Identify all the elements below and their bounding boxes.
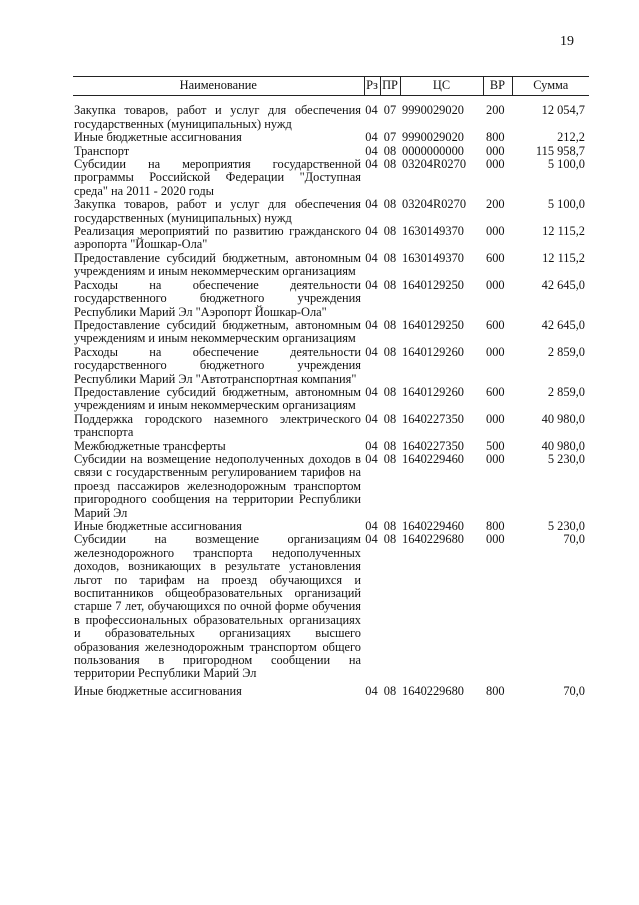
header-sum: Сумма: [512, 77, 589, 96]
row-sum: 40 980,0: [541, 411, 585, 426]
row-rz: 04: [365, 250, 378, 265]
row-vr: 800: [486, 130, 505, 145]
row-cs: 0000000000: [402, 143, 464, 158]
table-row: [73, 145, 589, 158]
page-number: 19: [560, 34, 574, 49]
table-row: [73, 346, 589, 386]
row-name: Закупка товаров, работ и услуг для обеспечения государственных (муниципальных) нужд: [74, 103, 361, 131]
table-row: [73, 131, 589, 144]
row-sum: 2 859,0: [547, 384, 585, 399]
table-body: [73, 96, 589, 698]
row-sum: 2 859,0: [547, 344, 585, 359]
row-vr: 000: [486, 143, 505, 158]
row-pr: 08: [383, 197, 397, 212]
row-sum: 40 980,0: [541, 438, 585, 453]
table-row: [73, 453, 589, 520]
table-row: [73, 279, 589, 319]
row-pr: 08: [383, 317, 397, 332]
row-vr: 000: [486, 411, 505, 426]
row-sum: 42 645,0: [541, 317, 585, 332]
row-vr: 000: [486, 532, 505, 547]
row-rz: 04: [365, 224, 378, 239]
row-name: Иные бюджетные ассигнования: [74, 519, 242, 533]
row-name: Транспорт: [74, 143, 130, 158]
header-name: Наименование: [73, 77, 364, 96]
row-pr: 08: [383, 250, 397, 265]
row-vr: 200: [486, 103, 505, 118]
table-row: [73, 319, 589, 346]
table-header: [73, 77, 589, 96]
row-vr: 600: [486, 317, 505, 332]
row-pr: 08: [383, 143, 397, 158]
table-row: [73, 96, 589, 131]
row-sum: 5 230,0: [547, 519, 585, 533]
row-vr: 000: [486, 224, 505, 239]
row-pr: 08: [383, 519, 397, 533]
row-cs: 03204R0270: [402, 197, 467, 212]
row-cs: 9990029020: [402, 130, 464, 145]
table-row: [73, 440, 589, 453]
row-sum: 5 100,0: [547, 157, 585, 172]
row-rz: 04: [365, 130, 378, 145]
table-row: [73, 158, 589, 198]
row-pr: 08: [383, 438, 397, 453]
row-pr: 08: [383, 224, 397, 239]
row-cs: 1640129260: [402, 344, 464, 359]
row-rz: 04: [365, 519, 378, 533]
row-pr: 08: [383, 157, 397, 172]
row-sum: 115 958,7: [535, 143, 585, 158]
row-name: Расходы на обеспечение деятельности государственного бюджетного учреждения Республики Марий Эл "Аэропорт Йошкар-Ола": [74, 277, 361, 319]
row-sum: 5 230,0: [547, 451, 585, 466]
row-pr: 08: [383, 532, 397, 547]
row-name: Иные бюджетные ассигнования: [74, 683, 242, 698]
row-rz: 04: [365, 411, 378, 426]
row-cs: 1640129250: [402, 317, 464, 332]
row-pr: 08: [383, 277, 397, 292]
header-pr: ПР: [380, 77, 400, 96]
row-name: Закупка товаров, работ и услуг для обеспечения государственных (муниципальных) нужд: [74, 197, 361, 225]
table-row: [73, 520, 589, 533]
row-name: Расходы на обеспечение деятельности государственного бюджетного учреждения Республики Марий Эл "Автотранспортная компания": [74, 344, 361, 386]
row-vr: 600: [486, 250, 505, 265]
row-pr: 08: [383, 683, 397, 698]
row-rz: 04: [365, 532, 378, 547]
row-sum: 212,2: [557, 130, 585, 145]
row-pr: 08: [383, 344, 397, 359]
row-vr: 000: [486, 157, 505, 172]
header-rz: Рз: [364, 77, 380, 96]
row-cs: 1630149370: [402, 250, 464, 265]
row-vr: 600: [486, 384, 505, 399]
row-rz: 04: [365, 384, 378, 399]
row-vr: 000: [486, 277, 505, 292]
table-row: [73, 681, 589, 698]
row-cs: 1640129250: [402, 277, 464, 292]
row-rz: 04: [365, 438, 378, 453]
table-row: [73, 225, 589, 252]
row-rz: 04: [365, 344, 378, 359]
row-vr: 200: [486, 197, 505, 212]
row-sum: 5 100,0: [547, 197, 585, 212]
row-rz: 04: [365, 277, 378, 292]
row-cs: 9990029020: [402, 103, 464, 118]
row-vr: 000: [486, 451, 505, 466]
row-rz: 04: [365, 197, 378, 212]
row-vr: 000: [486, 344, 505, 359]
row-name: Субсидии на мероприятия государственной программы Российской Федерации "Доступная среда" на 2011 - 2020 годы: [74, 157, 361, 198]
row-pr: 08: [383, 384, 397, 399]
header-vr: ВР: [483, 77, 512, 96]
row-sum: 70,0: [563, 532, 585, 547]
row-rz: 04: [365, 157, 378, 172]
row-cs: 1640229680: [402, 532, 464, 547]
table-row: [73, 413, 589, 440]
row-name: Предоставление субсидий бюджетным, автономным учреждениям и иным некоммерческим организациям: [74, 317, 361, 346]
row-sum: 70,0: [563, 683, 585, 698]
row-cs: 1630149370: [402, 224, 464, 239]
row-sum: 12 115,2: [542, 250, 585, 265]
row-pr: 08: [383, 451, 397, 466]
row-sum: 42 645,0: [541, 277, 585, 292]
row-rz: 04: [365, 103, 378, 118]
row-vr: 500: [486, 438, 505, 453]
row-cs: 1640129260: [402, 384, 464, 399]
row-cs: 1640227350: [402, 411, 464, 426]
row-rz: 04: [365, 683, 378, 698]
row-pr: 07: [383, 130, 397, 145]
row-sum: 12 054,7: [541, 103, 585, 118]
row-cs: 1640229460: [402, 451, 464, 466]
row-name: Межбюджетные трансферты: [74, 438, 226, 453]
table-row: [73, 533, 589, 680]
row-vr: 800: [486, 519, 505, 533]
row-name: Предоставление субсидий бюджетным, автономным учреждениям и иным некоммерческим организациям: [74, 384, 361, 413]
row-cs: 1640229460: [402, 519, 464, 533]
row-cs: 1640229680: [402, 683, 464, 698]
row-pr: 08: [383, 411, 397, 426]
header-cs: ЦС: [400, 77, 483, 96]
row-rz: 04: [365, 317, 378, 332]
row-sum: 12 115,2: [542, 224, 585, 239]
table-row: [73, 386, 589, 413]
row-rz: 04: [365, 143, 378, 158]
row-cs: 1640227350: [402, 438, 464, 453]
row-vr: 800: [486, 683, 505, 698]
row-name: Субсидии на возмещение организациям железнодорожного транспорта недополученных доходов, возникающих в результате установления льгот по тарифам на проезд обучающихся и воспитанников общеобразовательных организаций старше 7 лет, обучающихся по очной форме обучения в профессиональных образовательных организациях и образовательных организациях высшего образования железнодорожным транспортом общего пользования в пригородном сообщении на территории Республики Марий Эл: [74, 532, 361, 681]
row-name: Иные бюджетные ассигнования: [74, 130, 242, 145]
row-rz: 04: [365, 451, 378, 466]
budget-table: [73, 76, 589, 698]
row-cs: 03204R0270: [402, 157, 467, 172]
row-name: Субсидии на возмещение недополученных доходов в связи с государственным регулированием тарифов на проезд пассажиров железнодорожным транспортом пригородного сообщения на территории Республики Марий Эл: [74, 451, 361, 520]
table-row: [73, 198, 589, 225]
row-name: Поддержка городского наземного электрического транспорта: [74, 411, 361, 440]
table-row: [73, 252, 589, 279]
row-pr: 07: [383, 103, 397, 118]
row-name: Реализация мероприятий по развитию гражданского аэропорта "Йошкар-Ола": [74, 224, 361, 252]
row-name: Предоставление субсидий бюджетным, автономным учреждениям и иным некоммерческим организациям: [74, 250, 361, 279]
